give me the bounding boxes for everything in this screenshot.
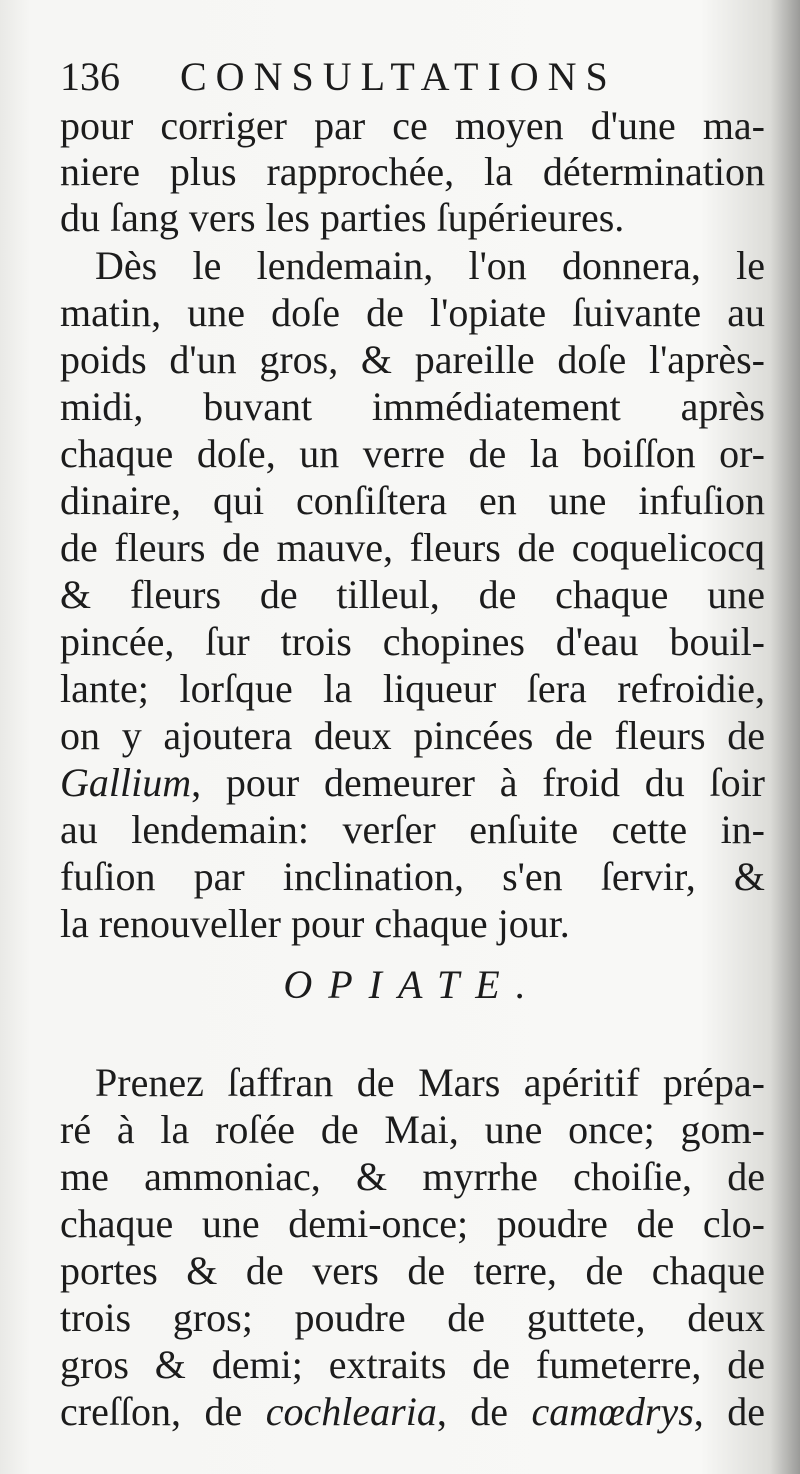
running-title: CONSULTATIONS (180, 54, 617, 99)
text-line: du ſang vers les parties ſupérieures. (60, 195, 625, 240)
text-line: me ammoniac, & myrrhe choiſie, de (60, 1154, 765, 1199)
text-line: poids d'un gros, & pareille doſe l'après- (60, 337, 765, 382)
text-fragment: creſſon, de (60, 1389, 266, 1434)
text-line: dinaire, qui conſiſtera en une infuſion (60, 478, 765, 523)
text-line: chaque doſe, un verre de la boiſſon or- (60, 431, 765, 476)
italic-term: Gallium (60, 760, 192, 805)
page-number: 136 (60, 54, 120, 99)
text-line: Dès le lendemain, l'on donnera, le (95, 243, 765, 288)
text-fragment: , de (693, 1389, 765, 1434)
text-line: au lendemain: verſer enſuite cette in- (60, 807, 765, 852)
text-line-italic (60, 1389, 765, 1435)
text-line: portes & de vers de terre, de chaque (60, 1248, 765, 1293)
italic-term: cochlearia (265, 1389, 437, 1434)
text-fragment: , pour demeurer à froid du ſoir (191, 760, 765, 805)
text-line: on y ajoutera deux pincées de fleurs de (60, 713, 765, 758)
text-line: pincée, ſur trois chopines d'eau bouil- (60, 619, 765, 664)
text-line: de fleurs de mauve, fleurs de coquelicocq (60, 525, 765, 570)
text-line-italic (60, 760, 765, 806)
text-line: Prenez ſaffran de Mars apéritif prépa- (95, 1060, 765, 1105)
text-line: matin, une doſe de l'opiate ſuivante au (60, 290, 765, 335)
text-line: niere plus rapprochée, la détermination (60, 149, 765, 194)
text-line: lante; lorſque la liqueur ſera refroidie, (60, 666, 765, 711)
text-line: gros & demi; extraits de fumeterre, de (60, 1342, 765, 1387)
text-line: midi, buvant immédiatement après (60, 384, 765, 429)
text-line: & fleurs de tilleul, de chaque une (60, 572, 765, 617)
text-line: fuſion par inclination, s'en ſervir, & (60, 854, 765, 899)
text-line: pour corriger par ce moyen d'une ma- (60, 103, 765, 148)
text-line: ré à la roſée de Mai, une once; gom- (60, 1107, 765, 1152)
section-heading: OPIATE. (283, 962, 542, 1007)
text-line: chaque une demi-once; poudre de clo- (60, 1201, 765, 1246)
text-fragment: , de (436, 1389, 532, 1434)
italic-term: camœdrys (531, 1389, 694, 1434)
text-line: trois gros; poudre de guttete, deux (60, 1295, 765, 1340)
running-head (60, 52, 760, 102)
text-line: la renouveller pour chaque jour. (60, 901, 570, 946)
